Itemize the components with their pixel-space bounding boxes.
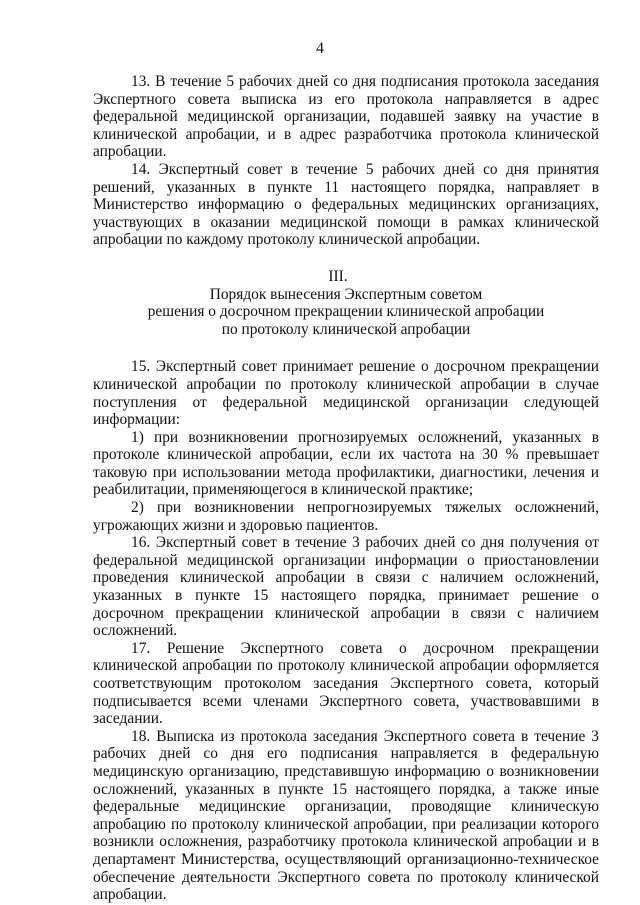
paragraph-13: 13. В течение 5 рабочих дней со дня подписания протокола заседания Экспертного совета выписка из его протокола направляется в адрес федеральной медицинской организации, подавшей заявку на участие в клинической апробации, и в адрес разработчика протокола клинической апробации.: [93, 73, 599, 161]
paragraph-18: 18. Выписка из протокола заседания Экспертного совета в течение 3 рабочих дней со дня его подписания направляется в федеральную медицинскую организацию, представившую информацию о возникновении осложнений, указанных в пункте 15 настоящего порядка, а также иные федеральные медицинские организации, проводящие клиническую апробацию по протоколу клинической апробации, при реализации которого возникли осложнения, разработчику протокола клинической апробации и в департамент Министерства, осуществляющий организационно-техническое обеспечение деятельности Экспертного совета по протоколу клинической апробации.: [93, 727, 599, 904]
section-title-line2: решения о досрочном прекращении клинической апробации: [147, 303, 545, 321]
paragraph-14: 14. Экспертный совет в течение 5 рабочих дней со дня принятия решений, указанных в пункте 11 настоящего порядка, направляет в Министерство информацию о федеральных медицинских организациях, участвующих в оказании медицинской помощи в рамках клинической апробации по каждому протоколу клинической апробации.: [93, 160, 599, 249]
section-number: III.: [328, 267, 348, 285]
section-title-line3: по протоколу клинической апробации: [221, 320, 471, 338]
section-title-line1: Порядок вынесения Экспертным советом: [209, 285, 483, 303]
paragraph-17: 17. Решение Экспертного совета о досрочном прекращении клинической апробации по протоколу клинической апробации оформляется соответствующим протоколом заседания Экспертного совета, который подписывается всеми членами Экспертного совета, участвовавшими в заседании.: [93, 639, 599, 728]
document-body: [93, 73, 599, 904]
section-heading: [93, 268, 599, 338]
paragraph-15-item-2: 2) при возникновении непрогнозируемых тяжелых осложнений, угрожающих жизни и здоровью пациентов.: [93, 499, 599, 534]
paragraph-15: 15. Экспертный совет принимает решение о досрочном прекращении клинической апробации по протоколу клинической апробации в случае поступления от федеральной медицинской организации следующей информации:: [93, 358, 599, 429]
page-number: 4: [316, 40, 324, 57]
paragraph-15-item-1: 1) при возникновении прогнозируемых осложнений, указанных в протоколе клинической апробации, если их частота на 30 % превышает таковую при использовании метода профилактики, диагностики, лечения и реабилитации, применяющегося в клинической практике;: [93, 428, 599, 499]
paragraph-16: 16. Экспертный совет в течение 3 рабочих дней со дня получения от федеральной медицинской организации информации о приостановлении проведения клинической апробации в связи с наличием осложнений, указанных в пункте 15 настоящего порядка, принимает решение о досрочном прекращении клинической апробации в связи с наличием осложнений.: [93, 534, 599, 640]
section-heading-line1: [93, 268, 599, 303]
